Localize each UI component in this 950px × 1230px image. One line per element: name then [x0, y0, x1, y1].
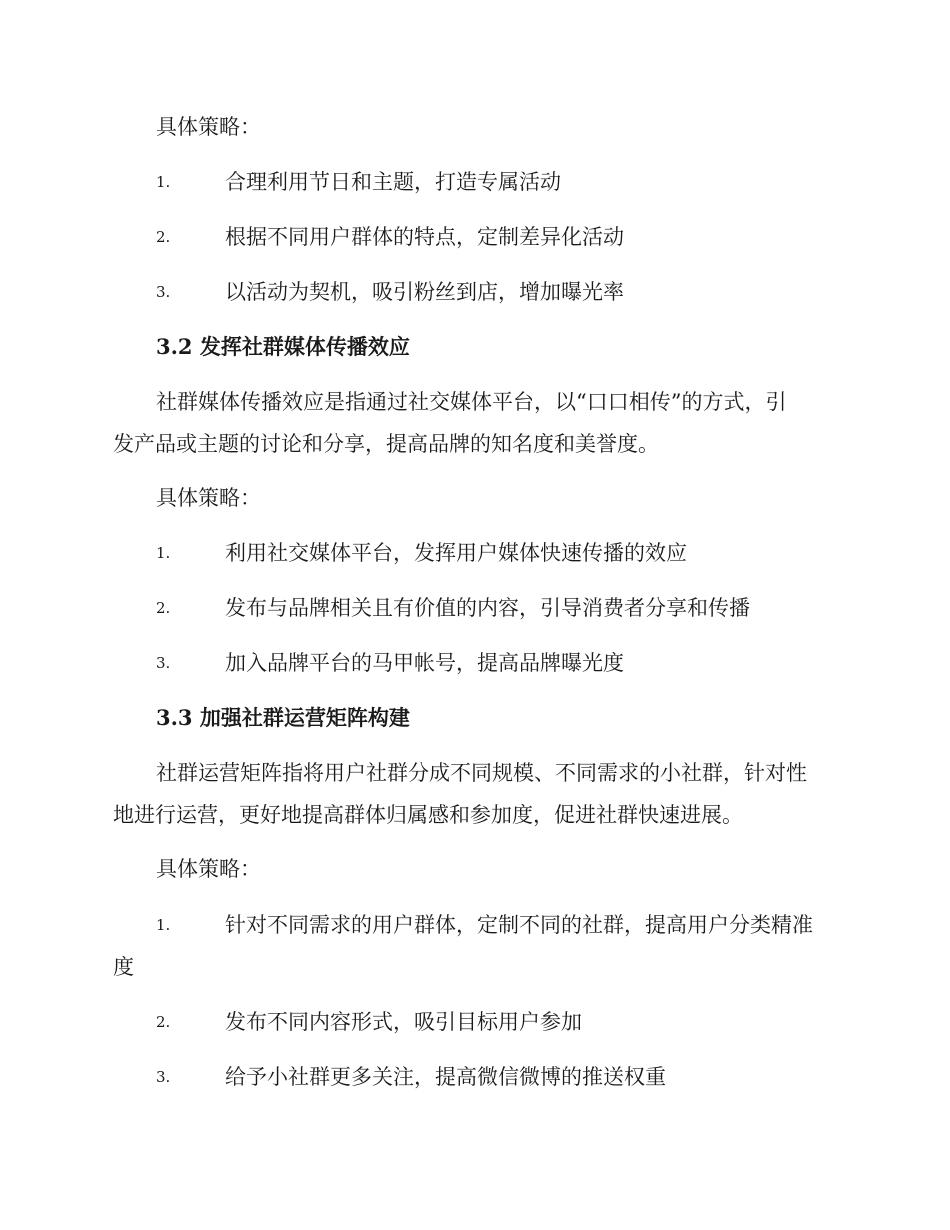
list-number: 1. [156, 173, 171, 191]
strategy-label: 具体策略： [156, 115, 261, 139]
strategy-label: 具体策略： [156, 486, 261, 510]
list-number: 2. [156, 1013, 171, 1031]
list-number: 1. [156, 916, 171, 934]
list-item: 合理利用节日和主题，打造专属活动 [225, 170, 561, 194]
list-number: 3. [156, 283, 171, 301]
paragraph-line: 社群媒体传播效应是指通过社交媒体平台，以“口口相传”的方式，引 [156, 390, 787, 414]
list-item: 利用社交媒体平台，发挥用户媒体快速传播的效应 [225, 541, 687, 565]
strategy-label: 具体策略： [156, 857, 261, 881]
list-item-wrap: 度 [113, 955, 134, 979]
list-item: 针对不同需求的用户群体，定制不同的社群，提高用户分类精准 [225, 913, 813, 937]
list-item: 以活动为契机，吸引粉丝到店，增加曝光率 [225, 280, 624, 304]
list-number: 2. [156, 599, 171, 617]
list-item: 根据不同用户群体的特点，定制差异化活动 [225, 225, 624, 249]
list-number: 2. [156, 228, 171, 246]
paragraph-line: 社群运营矩阵指将用户社群分成不同规模、不同需求的小社群，针对性 [156, 761, 807, 785]
paragraph-line: 地进行运营，更好地提高群体归属感和参加度，促进社群快速进展。 [113, 803, 743, 827]
list-number: 1. [156, 544, 171, 562]
section-heading: 3.2 发挥社群媒体传播效应 [156, 334, 410, 359]
list-item: 发布与品牌相关且有价值的内容，引导消费者分享和传播 [225, 596, 750, 620]
paragraph-line: 发产品或主题的讨论和分享，提高品牌的知名度和美誉度。 [113, 432, 659, 456]
list-item: 加入品牌平台的马甲帐号，提高品牌曝光度 [225, 651, 624, 675]
section-heading: 3.3 加强社群运营矩阵构建 [156, 705, 410, 730]
list-number: 3. [156, 1068, 171, 1086]
list-item: 给予小社群更多关注，提高微信微博的推送权重 [225, 1065, 666, 1089]
list-item: 发布不同内容形式，吸引目标用户参加 [225, 1010, 582, 1034]
list-number: 3. [156, 654, 171, 672]
